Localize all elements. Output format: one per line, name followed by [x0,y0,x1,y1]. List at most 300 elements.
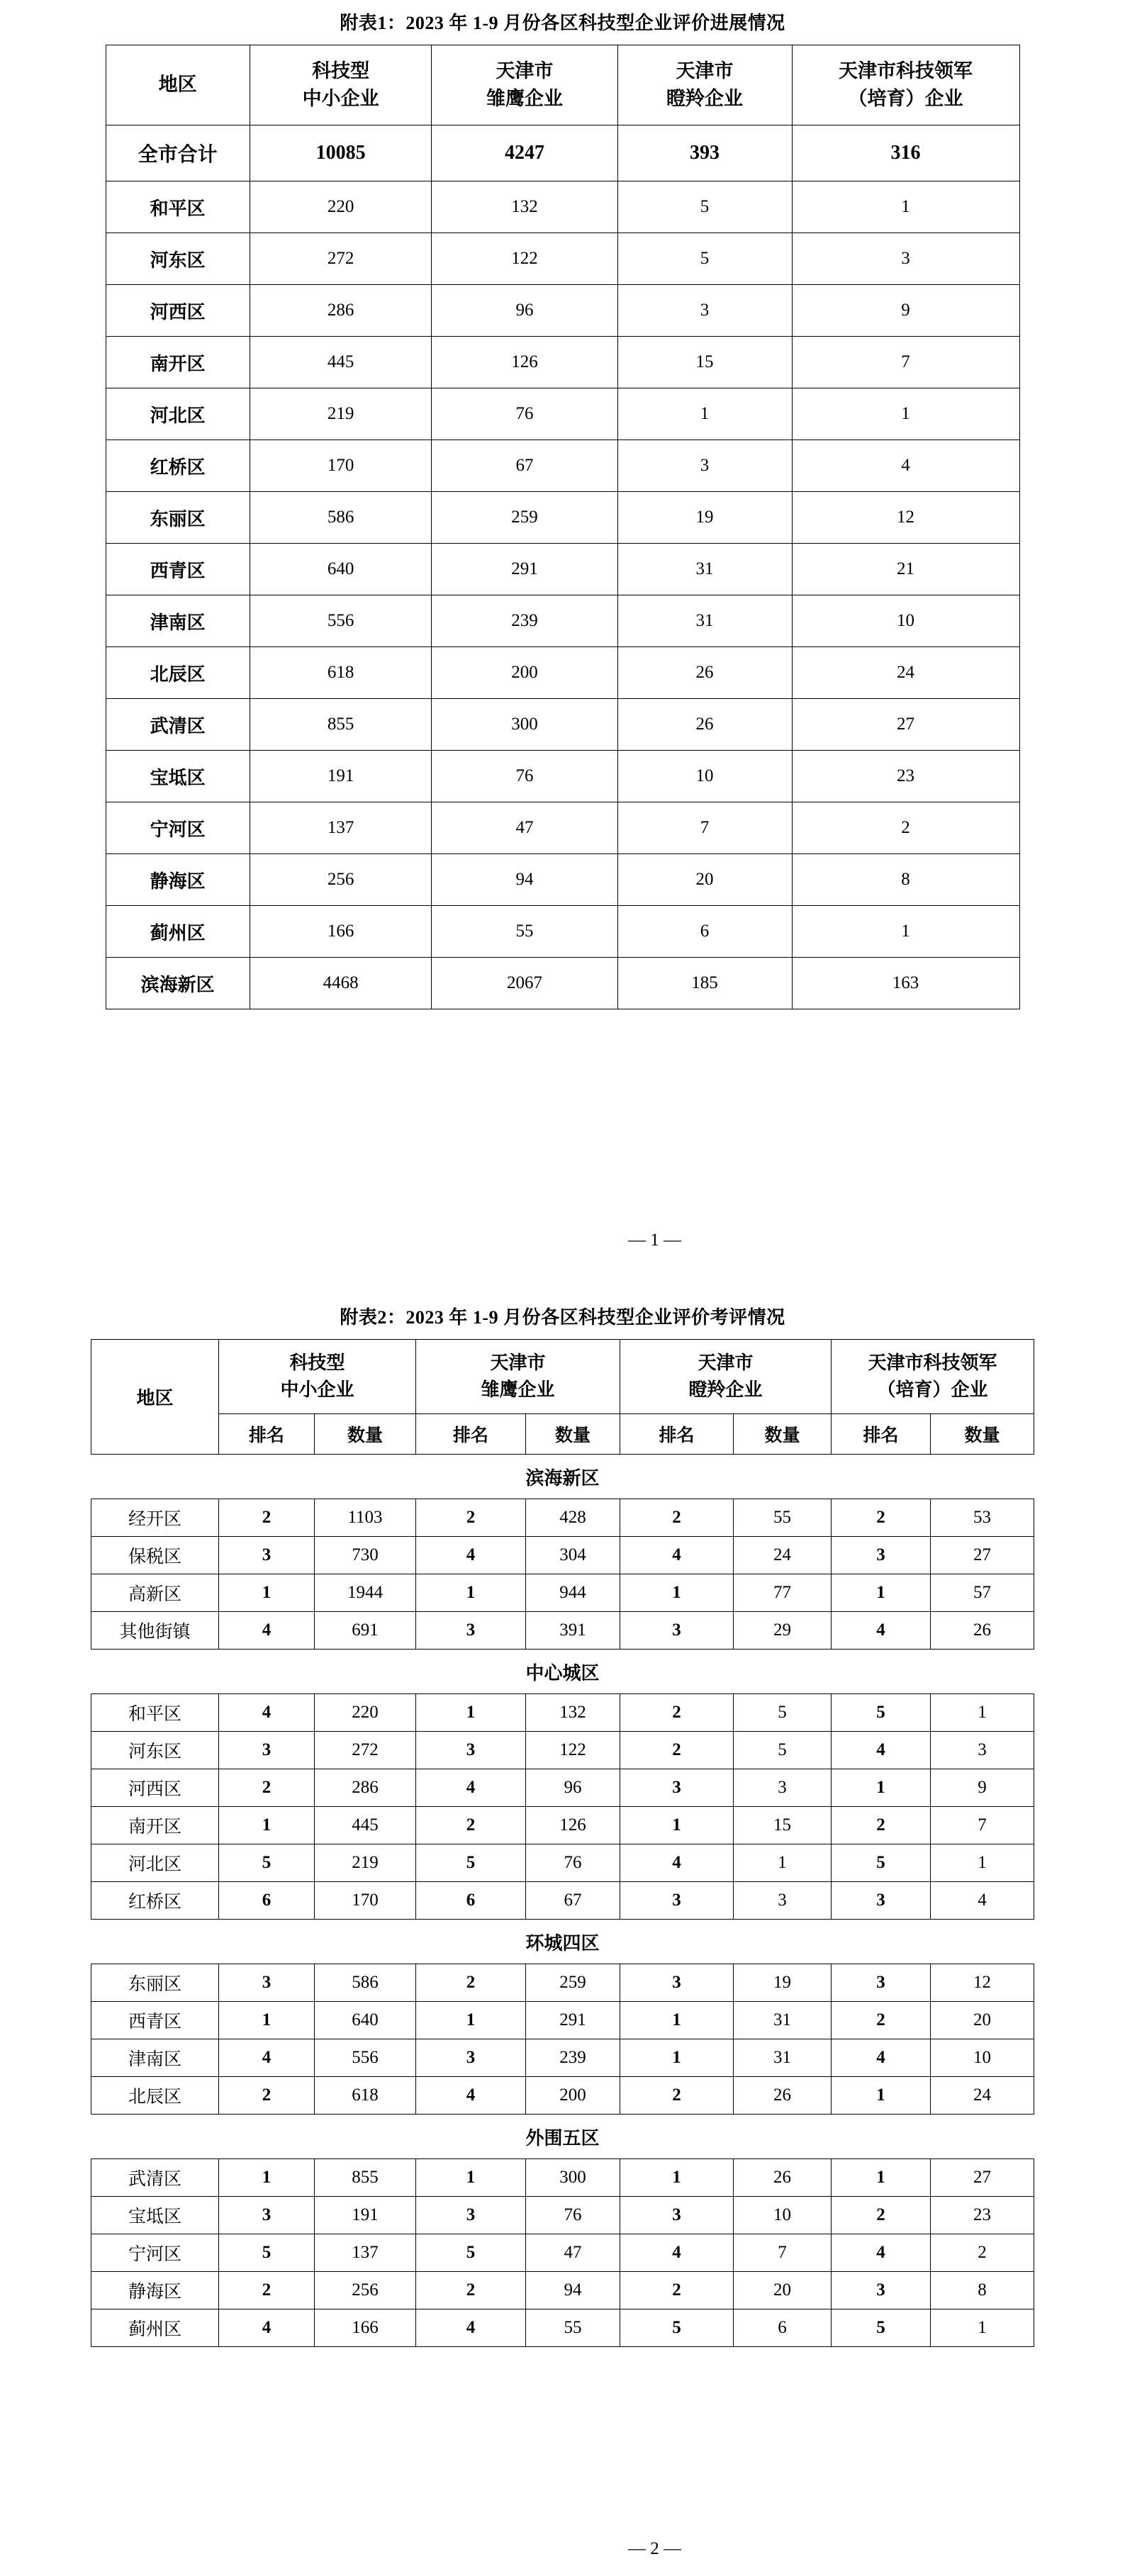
table-row [91,1732,1034,1769]
cell-rank-sme: 1 [218,2002,314,2039]
cell-region: 和平区 [91,1694,218,1732]
cell-qty-leader: 7 [931,1807,1034,1844]
cell-qty-sme: 1944 [314,1574,415,1612]
cell-gazelle: 26 [617,647,792,699]
cell-rank-sme: 5 [218,2234,314,2272]
cell-eaglet: 2067 [432,958,617,1009]
cell-leader: 1 [792,388,1019,440]
cell-rank-sme: 6 [218,1882,314,1920]
cell-rank-leader: 3 [832,1882,931,1920]
cell-region: 经开区 [91,1499,218,1537]
cell-qty-leader: 27 [931,1537,1034,1574]
table-row [106,125,1019,181]
table-row [106,285,1019,337]
cell-qty-eaglet: 67 [525,1882,620,1920]
col-header-eaglet-line1: 天津市 [496,60,554,82]
cell-region: 高新区 [91,1574,218,1612]
cell-rank-sme: 3 [218,1537,314,1574]
cell-rank-leader: 4 [832,2234,931,2272]
cell-leader: 24 [792,647,1019,699]
cell-qty-leader: 12 [931,1964,1034,2002]
group-header-row [91,1920,1034,1964]
table-row [91,1574,1034,1612]
cell-region: 蓟州区 [106,906,250,958]
cell-qty-eaglet: 300 [525,2159,620,2197]
col-header-leader-line1: 天津市科技领军 [839,60,973,82]
cell-rank-sme: 3 [218,1732,314,1769]
cell-rank-gazelle: 1 [620,2002,734,2039]
table-row [106,647,1019,699]
cell-region: 宝坻区 [91,2197,218,2234]
cell-rank-gazelle: 4 [620,2234,734,2272]
cell-gazelle: 6 [617,906,792,958]
cell-rank-leader: 2 [832,1499,931,1537]
cell-qty-gazelle: 20 [734,2272,832,2309]
cell-rank-eaglet: 3 [415,2039,525,2077]
subheader-rank-leader: 排名 [832,1414,931,1455]
table-row [106,492,1019,544]
cell-qty-sme: 730 [314,1537,415,1574]
table-row [106,958,1019,1009]
cell-sme: 618 [250,647,432,699]
table-row [91,1612,1034,1650]
group-label: 滨海新区 [91,1455,1034,1499]
cell-qty-gazelle: 24 [734,1537,832,1574]
cell-sme: 166 [250,906,432,958]
cell-rank-sme: 4 [218,1612,314,1650]
t2-col-header-gazelle [620,1340,832,1414]
table1-container [0,45,1125,1009]
cell-qty-leader: 26 [931,1612,1034,1650]
t2-col-header-sme-line1: 科技型 [289,1353,345,1374]
cell-leader: 163 [792,958,1019,1009]
cell-rank-leader: 1 [832,1574,931,1612]
cell-leader: 3 [792,233,1019,285]
t2-col-header-region: 地区 [91,1340,218,1455]
cell-leader: 1 [792,906,1019,958]
cell-eaglet: 67 [432,440,617,492]
cell-qty-sme: 640 [314,2002,415,2039]
table-row [91,2002,1034,2039]
table-row [91,1882,1034,1920]
col-header-gazelle-line2: 瞪羚企业 [666,88,744,109]
cell-leader: 10 [792,595,1019,647]
cell-qty-sme: 586 [314,1964,415,2002]
cell-rank-eaglet: 2 [415,1964,525,2002]
subheader-qty-eaglet: 数量 [525,1414,620,1455]
cell-gazelle: 5 [617,181,792,233]
cell-qty-leader: 57 [931,1574,1034,1612]
cell-rank-sme: 2 [218,2272,314,2309]
table-row [91,1844,1034,1882]
cell-leader: 7 [792,337,1019,388]
subheader-qty-sme: 数量 [314,1414,415,1455]
cell-rank-leader: 1 [832,2077,931,2115]
cell-region: 河北区 [106,388,250,440]
cell-rank-eaglet: 2 [415,1807,525,1844]
cell-eaglet: 96 [432,285,617,337]
cell-gazelle: 20 [617,854,792,906]
col-header-sme-line1: 科技型 [312,60,370,82]
cell-qty-gazelle: 15 [734,1807,832,1844]
cell-rank-gazelle: 2 [620,1732,734,1769]
cell-region: 保税区 [91,1537,218,1574]
cell-qty-gazelle: 29 [734,1612,832,1650]
cell-rank-gazelle: 3 [620,2197,734,2234]
document-page-1 [0,0,1125,1276]
cell-rank-leader: 3 [832,2272,931,2309]
cell-qty-eaglet: 76 [525,2197,620,2234]
table2-body [91,1455,1034,2347]
cell-eaglet: 200 [432,647,617,699]
page-2-footer [0,2539,1125,2559]
cell-rank-gazelle: 3 [620,1612,734,1650]
progress-table [106,45,1020,1009]
table-row [91,2077,1034,2115]
cell-qty-gazelle: 19 [734,1964,832,2002]
group-header-row [91,1650,1034,1694]
cell-rank-sme: 1 [218,1807,314,1844]
col-header-eaglet-line2: 雏鹰企业 [486,88,563,109]
cell-rank-leader: 1 [832,2159,931,2197]
cell-qty-leader: 27 [931,2159,1034,2197]
table2-title: 附表2：2023 年 1-9 月份各区科技型企业评价考评情况 [340,1307,785,1328]
cell-leader: 27 [792,699,1019,751]
cell-qty-sme: 556 [314,2039,415,2077]
table-row [106,181,1019,233]
t2-col-header-eaglet-line1: 天津市 [490,1353,546,1374]
cell-eaglet: 259 [432,492,617,544]
table-row [106,906,1019,958]
cell-rank-sme: 2 [218,1499,314,1537]
table-row [91,2197,1034,2234]
table-row [106,544,1019,595]
table-row [91,1694,1034,1732]
cell-qty-sme: 137 [314,2234,415,2272]
cell-qty-sme: 256 [314,2272,415,2309]
cell-qty-sme: 272 [314,1732,415,1769]
cell-sme: 137 [250,802,432,854]
cell-rank-leader: 4 [832,2039,931,2077]
cell-qty-eaglet: 291 [525,2002,620,2039]
cell-region: 津南区 [106,595,250,647]
cell-eaglet: 94 [432,854,617,906]
cell-rank-leader: 3 [832,1537,931,1574]
cell-region: 河北区 [91,1844,218,1882]
cell-sme: 445 [250,337,432,388]
table2-head [91,1340,1034,1455]
cell-region: 津南区 [91,2039,218,2077]
cell-gazelle: 7 [617,802,792,854]
cell-rank-gazelle: 3 [620,1964,734,2002]
cell-region: 西青区 [91,2002,218,2039]
cell-rank-gazelle: 1 [620,1807,734,1844]
cell-qty-sme: 445 [314,1807,415,1844]
cell-rank-leader: 3 [832,1964,931,2002]
cell-rank-sme: 1 [218,1574,314,1612]
cell-rank-eaglet: 4 [415,2309,525,2347]
table2-header-row-top [91,1340,1034,1414]
col-header-eaglet [432,45,617,125]
page-1-footer [0,1231,1125,1250]
cell-qty-eaglet: 132 [525,1694,620,1732]
cell-qty-leader: 10 [931,2039,1034,2077]
cell-rank-gazelle: 2 [620,1694,734,1732]
table-row [91,2309,1034,2347]
cell-qty-gazelle: 6 [734,2309,832,2347]
cell-leader: 9 [792,285,1019,337]
table-row [91,1769,1034,1807]
cell-leader: 4 [792,440,1019,492]
cell-region: 红桥区 [106,440,250,492]
table-row [106,388,1019,440]
cell-qty-leader: 24 [931,2077,1034,2115]
cell-rank-leader: 2 [832,1807,931,1844]
cell-qty-sme: 166 [314,2309,415,2347]
cell-gazelle: 1 [617,388,792,440]
cell-rank-leader: 1 [832,1769,931,1807]
table-row [106,233,1019,285]
cell-eaglet: 55 [432,906,617,958]
cell-rank-gazelle: 5 [620,2309,734,2347]
cell-gazelle: 19 [617,492,792,544]
group-header-row [91,1455,1034,1499]
cell-qty-leader: 23 [931,2197,1034,2234]
cell-rank-eaglet: 1 [415,2159,525,2197]
cell-rank-gazelle: 1 [620,2039,734,2077]
table2-container [0,1339,1125,2347]
table1-body [106,125,1019,1009]
cell-qty-leader: 1 [931,2309,1034,2347]
table-row [91,1807,1034,1844]
table-row [91,2039,1034,2077]
cell-rank-sme: 2 [218,1769,314,1807]
table-row [106,854,1019,906]
cell-qty-gazelle: 5 [734,1694,832,1732]
cell-gazelle: 15 [617,337,792,388]
cell-leader: 316 [792,125,1019,181]
cell-qty-gazelle: 31 [734,2039,832,2077]
t2-col-header-gazelle-line1: 天津市 [698,1353,754,1374]
cell-gazelle: 5 [617,233,792,285]
cell-sme: 855 [250,699,432,751]
cell-region: 红桥区 [91,1882,218,1920]
cell-rank-eaglet: 5 [415,2234,525,2272]
cell-qty-gazelle: 1 [734,1844,832,1882]
t2-col-header-leader [832,1340,1034,1414]
table-row [91,1499,1034,1537]
cell-gazelle: 31 [617,544,792,595]
cell-region: 南开区 [106,337,250,388]
group-header-row [91,2115,1034,2159]
cell-region: 北辰区 [106,647,250,699]
cell-rank-eaglet: 3 [415,1732,525,1769]
cell-gazelle: 26 [617,699,792,751]
cell-rank-sme: 5 [218,1844,314,1882]
cell-region: 南开区 [91,1807,218,1844]
cell-eaglet: 76 [432,751,617,802]
cell-qty-gazelle: 7 [734,2234,832,2272]
cell-gazelle: 31 [617,595,792,647]
subheader-rank-gazelle: 排名 [620,1414,734,1455]
table1-title: 附表1：2023 年 1-9 月份各区科技型企业评价进展情况 [340,13,785,33]
evaluation-table [91,1339,1034,2347]
cell-sme: 640 [250,544,432,595]
cell-qty-eaglet: 428 [525,1499,620,1537]
cell-rank-sme: 4 [218,1694,314,1732]
cell-region: 其他街镇 [91,1612,218,1650]
cell-qty-eaglet: 55 [525,2309,620,2347]
cell-sme: 286 [250,285,432,337]
cell-region: 河东区 [106,233,250,285]
cell-sme: 556 [250,595,432,647]
cell-qty-sme: 191 [314,2197,415,2234]
cell-rank-eaglet: 5 [415,1844,525,1882]
cell-qty-gazelle: 5 [734,1732,832,1769]
cell-qty-leader: 20 [931,2002,1034,2039]
cell-region: 东丽区 [91,1964,218,2002]
table-row [106,440,1019,492]
t2-col-header-leader-line1: 天津市科技领军 [868,1353,997,1374]
cell-leader: 12 [792,492,1019,544]
cell-eaglet: 4247 [432,125,617,181]
cell-qty-leader: 53 [931,1499,1034,1537]
cell-qty-eaglet: 96 [525,1769,620,1807]
cell-qty-leader: 4 [931,1882,1034,1920]
t2-col-header-eaglet-line2: 雏鹰企业 [481,1379,555,1400]
cell-rank-eaglet: 3 [415,2197,525,2234]
cell-region: 河西区 [91,1769,218,1807]
table-row [91,2234,1034,2272]
cell-region: 西青区 [106,544,250,595]
cell-qty-gazelle: 26 [734,2159,832,2197]
cell-rank-sme: 2 [218,2077,314,2115]
cell-rank-eaglet: 1 [415,2002,525,2039]
page-2-number: — 2 — [628,2539,681,2558]
cell-region: 北辰区 [91,2077,218,2115]
cell-eaglet: 300 [432,699,617,751]
cell-sme: 586 [250,492,432,544]
cell-sme: 170 [250,440,432,492]
group-label: 中心城区 [91,1650,1034,1694]
cell-rank-eaglet: 4 [415,1537,525,1574]
cell-qty-gazelle: 26 [734,2077,832,2115]
col-header-sme-line2: 中小企业 [302,88,379,109]
col-header-gazelle [617,45,792,125]
cell-eaglet: 122 [432,233,617,285]
cell-gazelle: 3 [617,440,792,492]
cell-sme: 191 [250,751,432,802]
cell-rank-eaglet: 4 [415,2077,525,2115]
cell-qty-leader: 1 [931,1844,1034,1882]
cell-rank-leader: 5 [832,2309,931,2347]
cell-qty-gazelle: 3 [734,1882,832,1920]
cell-qty-eaglet: 122 [525,1732,620,1769]
table1-header-row [106,45,1019,125]
cell-qty-eaglet: 76 [525,1844,620,1882]
cell-gazelle: 3 [617,285,792,337]
cell-qty-gazelle: 77 [734,1574,832,1612]
cell-rank-eaglet: 2 [415,2272,525,2309]
t2-col-header-eaglet [415,1340,620,1414]
cell-region: 静海区 [106,854,250,906]
cell-eaglet: 126 [432,337,617,388]
document-page-2 [0,1276,1125,2576]
cell-region: 武清区 [106,699,250,751]
cell-qty-eaglet: 391 [525,1612,620,1650]
cell-rank-sme: 3 [218,1964,314,2002]
cell-rank-sme: 4 [218,2309,314,2347]
cell-qty-eaglet: 94 [525,2272,620,2309]
cell-rank-gazelle: 3 [620,1769,734,1807]
table-row [91,1964,1034,2002]
cell-region: 河西区 [106,285,250,337]
t2-col-header-sme-line2: 中小企业 [280,1379,354,1400]
cell-eaglet: 47 [432,802,617,854]
cell-sme: 256 [250,854,432,906]
cell-sme: 272 [250,233,432,285]
cell-qty-leader: 2 [931,2234,1034,2272]
cell-rank-leader: 5 [832,1694,931,1732]
cell-region: 宁河区 [106,802,250,854]
cell-leader: 8 [792,854,1019,906]
cell-rank-leader: 5 [832,1844,931,1882]
cell-gazelle: 10 [617,751,792,802]
subheader-qty-leader: 数量 [931,1414,1034,1455]
cell-sme: 10085 [250,125,432,181]
cell-rank-leader: 4 [832,1732,931,1769]
table-row [106,802,1019,854]
cell-qty-sme: 286 [314,1769,415,1807]
page-1-number: — 1 — [628,1231,681,1250]
cell-rank-leader: 4 [832,1612,931,1650]
cell-rank-gazelle: 1 [620,1574,734,1612]
cell-gazelle: 185 [617,958,792,1009]
cell-region: 武清区 [91,2159,218,2197]
cell-qty-leader: 1 [931,1694,1034,1732]
cell-eaglet: 291 [432,544,617,595]
cell-rank-gazelle: 4 [620,1844,734,1882]
cell-leader: 1 [792,181,1019,233]
cell-qty-gazelle: 10 [734,2197,832,2234]
subheader-rank-eaglet: 排名 [415,1414,525,1455]
cell-rank-sme: 3 [218,2197,314,2234]
col-header-leader [792,45,1019,125]
cell-rank-sme: 4 [218,2039,314,2077]
cell-sme: 4468 [250,958,432,1009]
cell-qty-leader: 3 [931,1732,1034,1769]
cell-qty-sme: 219 [314,1844,415,1882]
col-header-sme [250,45,432,125]
cell-rank-sme: 1 [218,2159,314,2197]
col-header-leader-line2: （培育）企业 [848,88,963,109]
cell-region: 河东区 [91,1732,218,1769]
cell-qty-gazelle: 3 [734,1769,832,1807]
cell-qty-eaglet: 200 [525,2077,620,2115]
cell-leader: 23 [792,751,1019,802]
table1-head [106,45,1019,125]
group-label: 外围五区 [91,2115,1034,2159]
table-row [106,699,1019,751]
t2-col-header-leader-line2: （培育）企业 [877,1379,988,1400]
table-row [106,595,1019,647]
cell-region: 东丽区 [106,492,250,544]
table2-header-row-sub [91,1414,1034,1455]
cell-qty-eaglet: 126 [525,1807,620,1844]
table-row [91,2159,1034,2197]
cell-region: 静海区 [91,2272,218,2309]
t2-col-header-sme [218,1340,415,1414]
